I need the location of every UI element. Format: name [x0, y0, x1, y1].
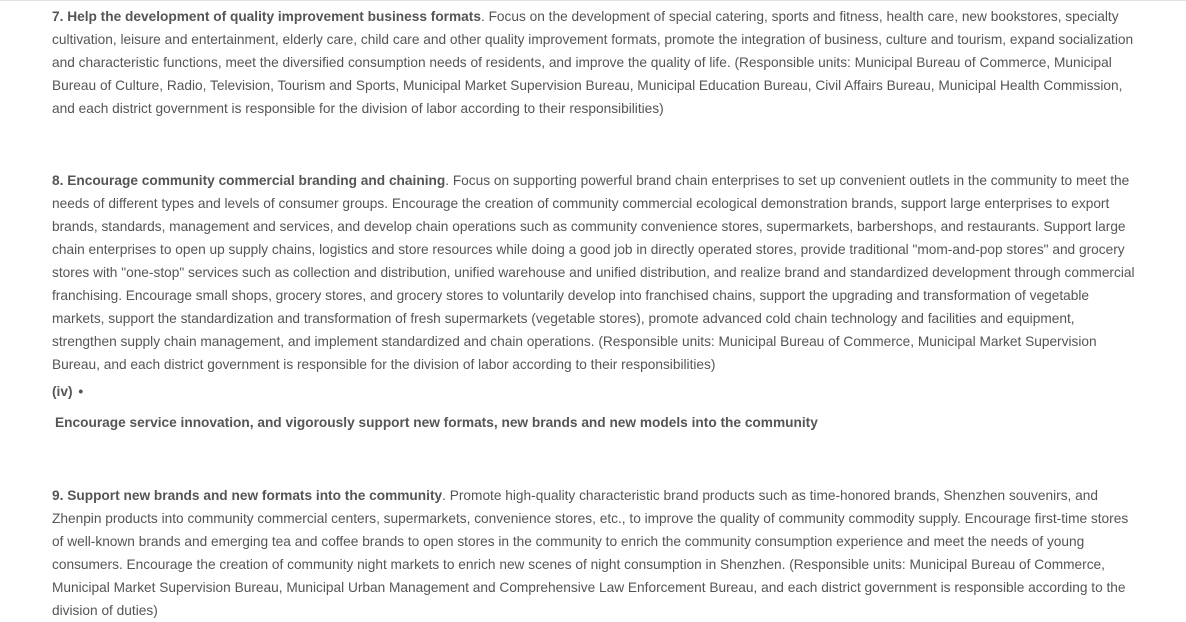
item-8-heading: 8. Encourage community commercial branding and chaining	[52, 173, 446, 188]
top-divider	[0, 0, 1186, 1]
item-8-text: . Focus on supporting powerful brand chain enterprises to set up convenient outlets in the community to meet the needs of different types and levels of consumer groups. Encourage the creation of community commercial ecological demonstration brands, support large enterprises to export brands, standards, management and services, and develop chain operations such as community convenience stores, supermarkets, barbershops, and restaurants. Support large chain enterprises to open up supply chains, logistics and store resources while doing a good job in directly operated stores, provide traditional "mom-and-pop stores" and grocery stores with "one-stop" services such as collection and distribution, unified warehouse and unified distribution, and realize brand and standardized development through commercial franchising. Encourage small shops, grocery stores, and grocery stores to voluntarily develop into franchised chains, support the upgrading and transformation of vegetable markets, support the standardization and transformation of fresh supermarkets (vegetable stores), promote advanced cold chain technology and facilities and equipment, strengthen supply chain management, and implement standardized and chain operations. (Responsible units: Municipal Bureau of Commerce, Municipal Market Supervision Bureau, and each district government is responsible for the division of labor according to their responsibilities)	[52, 173, 1135, 372]
section-iv-title: Encourage service innovation, and vigorously support new formats, new brands and new models into the community	[55, 415, 818, 430]
item-9-heading: 9. Support new brands and new formats into the community	[52, 488, 443, 503]
item-9-text: . Promote high-quality characteristic brand products such as time-honored brands, Shenzhen souvenirs, and Zhenpin products into community commercial centers, supermarkets, convenience stores, etc., to improve the quality of community commodity supply. Encourage first-time stores of well-known brands and emerging tea and coffee brands to open stores in the community to enrich the community consumption experience and meet the needs of young consumers. Encourage the creation of community night markets to enrich new scenes of night consumption in Shenzhen. (Responsible units: Municipal Bureau of Commerce, Municipal Market Supervision Bureau, Municipal Urban Management and Comprehensive Law Enforcement Bureau, and each district government is responsible according to the division of duties)	[52, 488, 1129, 618]
bullet-icon: •	[78, 384, 84, 399]
section-iv-heading	[52, 380, 1142, 403]
item-7-heading: 7. Help the development of quality improvement business formats	[52, 9, 481, 24]
document-body	[52, 5, 1142, 622]
section-number: (iv)	[52, 384, 73, 399]
item-7-text: . Focus on the development of special catering, sports and fitness, health care, new bookstores, specialty cultivation, leisure and entertainment, elderly care, child care and other quality improvement formats, promote the integration of business, culture and tourism, expand socialization and characteristic functions, meet the diversified consumption needs of residents, and improve the quality of life. (Responsible units: Municipal Bureau of Commerce, Municipal Bureau of Culture, Radio, Television, Tourism and Sports, Municipal Market Supervision Bureau, Municipal Education Bureau, Civil Affairs Bureau, Municipal Health Commission, and each district government is responsible for the division of labor according to their responsibilities)	[52, 9, 1134, 116]
item-9-paragraph	[52, 484, 1142, 622]
item-8-paragraph	[52, 169, 1142, 376]
item-7-paragraph	[52, 5, 1142, 120]
